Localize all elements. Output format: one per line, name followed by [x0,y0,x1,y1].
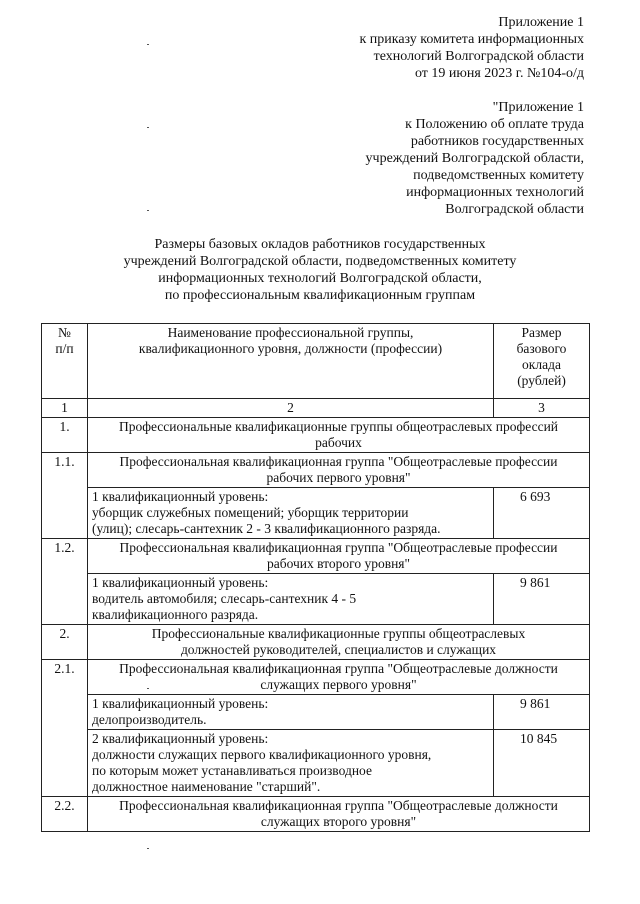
header1-line: технологий Волгоградской области [373,49,584,64]
group-num: 2.1. [42,660,88,797]
colnum-1: 1 [42,399,88,418]
level-desc-cell [88,488,494,539]
header2-line: "Приложение 1 [492,100,584,115]
colnum-3: 3 [494,399,590,418]
level-desc-cell [88,574,494,625]
title-line: Размеры базовых окладов работников государственных [154,237,486,252]
section-title: Профессиональные квалификационные группы общеотраслевых должностей руководителей, специалистов и служащих [151,626,526,657]
order-appendix-header [359,14,584,82]
group-num: 1.2. [42,539,88,625]
header1-line: от 19 июня 2023 г. №104-о/д [414,66,584,81]
group-num: 1.1. [42,453,88,539]
scan-speck [147,848,149,849]
level-desc: 1 квалификационный уровень: делопроизводитель. [92,696,269,727]
group-title-cell [88,797,590,832]
group-row [42,797,590,832]
salary-table [41,323,590,832]
section-title-cell [88,625,590,660]
level-desc-cell [88,730,494,797]
level-desc-cell [88,695,494,730]
section-num: 1. [42,418,88,453]
header2-line: информационных технологий [406,185,584,200]
header2-line: работников государственных [410,134,584,149]
header1-line: Приложение 1 [498,15,584,30]
section-title: Профессиональные квалификационные группы общеотраслевых профессий рабочих [118,419,559,450]
group-title: Профессиональная квалификационная группа "Общеотраслевые должности служащих второго уровня" [119,798,558,829]
regulation-appendix-header [366,99,584,218]
level-row [42,488,590,539]
scan-speck [147,688,149,689]
header2-line: Волгоградской области [445,202,584,217]
group-row [42,453,590,488]
group-title-cell [88,453,590,488]
level-desc: 2 квалификационный уровень: должности служащих первого квалификационного уровня, по которым может устанавливаться производное должностное наименование "старший". [92,731,432,794]
level-salary: 6 693 [494,488,590,539]
header-size-text: Размер базового оклада (рублей) [516,325,567,388]
section-row [42,418,590,453]
group-num: 2.2. [42,797,88,832]
level-row [42,695,590,730]
header-name-text: Наименование профессиональной группы, квалификационного уровня, должности (профессии) [138,325,443,356]
title-line: по профессиональным квалификационным группам [164,288,476,303]
header-num-text: № п/п [55,325,74,356]
section-row [42,625,590,660]
header2-line: учреждений Волгоградской области, [365,151,584,166]
header-num-cell [42,324,88,399]
group-title: Профессиональная квалификационная группа "Общеотраслевые профессии рабочих второго уровня" [119,540,558,571]
group-title-cell [88,539,590,574]
group-title: Профессиональная квалификационная группа "Общеотраслевые должности служащих первого уровня" [119,661,558,692]
table-header-row [42,324,590,399]
level-row [42,730,590,797]
document-title [60,236,580,304]
level-desc: 1 квалификационный уровень: уборщик служебных помещений; уборщик территории (улиц); слесарь-сантехник 2 - 3 квалификационного разряда. [92,489,441,536]
header2-line: к Положению об оплате труда [405,117,584,132]
group-row [42,539,590,574]
title-line: учреждений Волгоградской области, подведомственных комитету [123,254,517,269]
colnum-2: 2 [88,399,494,418]
section-num: 2. [42,625,88,660]
column-numbers-row [42,399,590,418]
header1-line: к приказу комитета информационных [359,32,584,47]
scan-speck [147,210,149,211]
group-row [42,660,590,695]
title-line: информационных технологий Волгоградской области, [158,271,482,286]
scan-speck [147,127,149,128]
level-salary: 9 861 [494,695,590,730]
level-salary: 10 845 [494,730,590,797]
scan-speck [147,44,149,45]
header-size-cell [494,324,590,399]
header2-line: подведомственных комитету [413,168,584,183]
group-title: Профессиональная квалификационная группа "Общеотраслевые профессии рабочих первого уровня" [119,454,558,485]
level-salary: 9 861 [494,574,590,625]
level-row [42,574,590,625]
level-desc: 1 квалификационный уровень: водитель автомобиля; слесарь-сантехник 4 - 5 квалификационного разряда. [92,575,357,622]
header-name-cell [88,324,494,399]
section-title-cell [88,418,590,453]
group-title-cell [88,660,590,695]
